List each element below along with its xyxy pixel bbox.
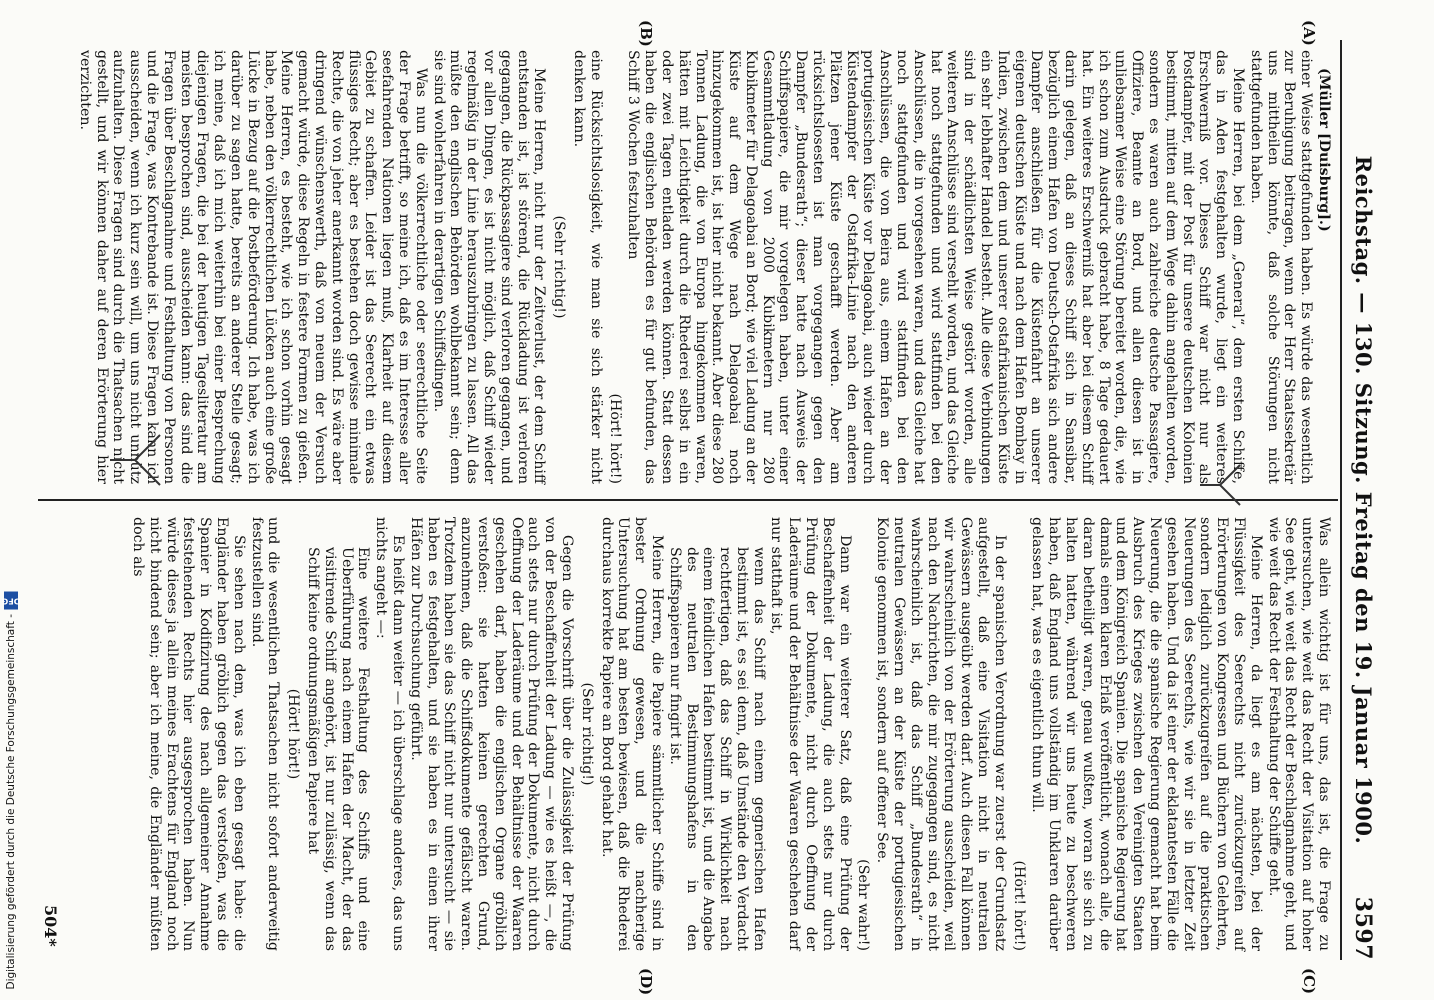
interjection: (Sehr richtig!) <box>551 215 568 319</box>
interjection: (Hört! hört!) <box>606 393 623 484</box>
paragraph: einer Weise stattgefunden haben. Es würde das wesentlich zur Beruhigung beitragen, wenn der Herr Staatssekretär uns mittheilen könnte, daß solche Störungen nicht stattgefunden haben. <box>1247 50 1315 484</box>
paragraph: Dann war ein weiterer Satz, daß eine Prüfung der Beschaffenheit der Ladung, die auch stets nur durch Prüfung der Dokumente, nicht durch Oeffnung der Laderäume und der Behältnisse der Waaren geschehen darf <box>786 517 853 951</box>
paragraph: Meine Herren, da liegt es am nächsten, bei der Flüssigkeit des Seerechts nicht zurückzugreifen auf Erörterungen von Kongressen und Büchern von Gelehrten, sondern lediglich zurückzugreifen auf die praktischen Neuerungen des Seerechts, wie wir sie in letzter Zeit gesehen haben. Und da ist einer der eklatantesten Fälle die Neuerung, die die spanische Regierung gemacht hat beim Ausbruch des Krieges zwischen den Vereinigten Staaten und dem Königreich Spanien. Die spanische Regierung hat damals einen klaren Erlaß veröffentlicht, wonach alle, die daran betheiligt waren, genau wußten, woran sie sich zu halten hatten, während wir uns heute zu beschweren haben, daß England uns vollständig im Unklaren darüber gelassen hat, was es eigentlich thun will. <box>1029 517 1264 951</box>
paragraph: Gegen die Vorschrift über die Zulässigkeit der Prüfung von der Beschaffenheit der Ladung — wie es heißt —, die auch stets nur durch Prüfung der Dokumente, nicht durch Oeffnung der Laderäume und der Behältnisse der Waaren geschehen darf, haben die englischen Organe gröblich verstoßen: sie hatten keinen gerechten Grund, anzunehmen, daß die Schiffsdokumente gefälscht waren. Trotzdem haben sie das Schiff nicht nur untersucht — sie haben es festgehalten, und sie haben es in einen ihrer Häfen zur Durchsuchung geführt. <box>407 517 575 951</box>
pencil-mark-icon <box>105 430 165 490</box>
margin-mark-a: (A) <box>1300 20 1318 46</box>
header-rule <box>1340 40 1342 960</box>
paragraph: Was allein wichtig ist für uns, das ist, die Frage zu untersuchen, wie weit das Recht der Visitation auf hoher See geht, wie weit das Recht der Beschlagnahme geht, und wie weit das Recht der Festhaltung der Schiffe geht. <box>1265 517 1332 951</box>
quotation: wenn das Schiff nach einem gegnerischen Hafen bestimmt ist, es sei denn, daß Umstände den Verdacht rechtfertigen, daß das Schiff in Wirklichkeit nach einem feindlichen Hafen bestimmt ist, und die Angabe des neutralen Bestimmungshafens in den Schiffspapieren nur fingirt ist. <box>666 547 767 951</box>
paragraph: und die wesentlichen Thatsachen nicht sofort anderweitig festzustellen sind. <box>248 517 282 951</box>
pencil-mark-icon <box>1195 460 1245 510</box>
sheet-signature: 504* <box>41 905 60 947</box>
interjection: (Hört! hört!) <box>1010 860 1027 951</box>
page-number: 3597 <box>1350 896 1376 960</box>
column-divider <box>38 499 1338 501</box>
paragraph: Sie sehen nach dem, was ich eben gesagt habe: die Engländer haben gröblich gegen das verstoßen, was die Spanier in Kodifizirung des nach allgemeiner Annahme feststehenden Rechts hier ausgesprochen haben. Nun würde dieses ja allein meines Erachtens für England noch nicht bindend sein; aber ich meine, die Engländer müßten doch als <box>130 517 247 951</box>
paragraph: Meine Herren, die Papiere sämmtlicher Schiffe sind in bester Ordnung gewesen, und die nachherige Untersuchung hat am besten bewiesen, daß die Rhederei durchaus korrekte Papiere an Bord gehabt hat. <box>598 517 665 951</box>
page-header <box>1342 40 1382 960</box>
paragraph: In der spanischen Verordnung war zuerst der Grundsatz aufgestellt, daß eine Visitation nicht in neutralen Gewässern ausgeübt werden darf. Auch diesen Fall können wir wahrscheinlich von der Erörterung ausscheiden, weil nach den Nachrichten, die mir zugegangen sind, es nicht wahrscheinlich ist, daß das Schiff „Bundesrath“ in neutralen Gewässern an der Küste der portugiesischen Kolonie genommen ist, sondern auf offener See. <box>874 517 1008 951</box>
right-column <box>128 517 1332 951</box>
paragraph: Meine Herren, nicht nur der Zeitverlust, der dem Schiff entstanden ist, ist störend, die Rückladung ist verloren gegangen, die Rückpassagiere sind verloren gegangen, und vor allen Dingen, es ist nicht möglich, daß Schiff wieder regelmäßig in der Linie herauszubringen zu lassen. All das müßte den englischen Behörden wohlbekannt sein; denn sie sind wohlerfahren in derartigen Schiffsdingen. <box>430 50 548 484</box>
left-column <box>75 50 1332 484</box>
margin-mark-c: (C) <box>1300 968 1318 995</box>
header-title: Reichstag. — 130. Sitzung. Freitag den 19. Januar 1900. <box>1351 155 1376 845</box>
paragraph: nur statthaft ist, <box>768 517 785 635</box>
paragraph: Meine Herren, bei dem „General“, dem ersten Schiffe, das in Aden festgehalten wurde, liegt ein weiteres Erschwerniß vor. Dieses Schiff war nicht nur als Postdampfer, mit der Post für unsere deutschen Kolonien bestimmt, mitten auf dem Wege dahin angehalten worden, sondern es waren auch zahlreiche deutsche Passagiere, Offiziere, Beamte an Bord, und allen diesen ist in unliebsamer Weise eine Störung bereitet worden, die, wie ich schon zum Ausdruck gebracht habe, 8 Tage gedauert hat. Ein weiteres Erschwerniß hat aber bei diesem Schiff darin gelegen, daß an dieses Schiff sich in Sansibar, bezüglich einem Hafen von Deutsch-Ostafrika sich andere Dampfer anschließen für die Küstenfahrt an unserer eigenen deutschen Küste und nach dem Hafen Bombay in Indien, zwischen dem und unserer ostafrikanischen Küste ein sehr lebhafter Handel besteht. Alle diese Verbindungen sind in der schädlichsten Weise gestört worden, alle weiteren Anschlüsse sind versehlt worden, und das Gleiche hat noch stattgefunden und wird stattfinden bei den Anschlüssen, die in vorgesehen waren, und das Gleiche hat noch stattgefunden und wird stattfinden bei den Anschlüssen, die von Beira aus, einem Hafen an der portugiesischen Küste vor Delagoabai, auch wieder durch Küstendampfer der Ostafrika-Linie nach den anderen Plätzen jener Küste geschafft werden. Aber am rücksichtslosesten ist man vorgegangen gegen den Dampfer „Bundesrath“; dieser hatte nach Ausweis der Schiffspapiere, die mir vorgelegen haben, unter einer Gesammtladung von 2000 Kubikmetern nur 280 Kubikmeter für Delagoabai an Bord; wie viel Ladung an der Küste auf dem Wege nach Delagoabai noch hinzugekommen ist, ist hier nicht bekannt. Aber diese 280 Tonnen Ladung, die von Europa hingekommen waren, hätten mit Leichtigkeit durch die Rhederei selbst in ein oder zwei Tagen entladen werden können. Statt dessen haben die englischen Behörden es für gut befunden, das Schiff 3 Wochen festzuhalten <box>625 50 1247 484</box>
paragraph: Was nun die völkerrechtliche oder seerechtliche Seite der Frage betrifft, so meine ich, daß es im Interesse aller seefahrenden Nationen liegen muß, Klarheit auf diesem Gebiet zu schaffen. Leider ist das Seerecht ein etwas flüssiges Recht; aber es bestehen doch gewisse minimale Rechte, die von jeher anerkannt worden sind. Es wäre aber dringend wünschenswerth, daß von neuem der Versuch gemacht würde, diese Regeln in festere Formen zu gießen. Meine Herren, es besteht, wie ich schon vorhin gesagt habe, neben den völkerrechtlichen Lücken auch eine große Lücke in Bezug auf die Postbeförderung. Ich habe, was ich darüber zu sagen hatte, bereits an anderer Stelle gesagt; ich meine, daß ich mich weiterhin bei einer Besprechung diejenigen Fragen, die bei der heutigen Tagesliteratur am meisten besprochen sind, ausscheiden kann: das sind die Fragen über Beschlagnahme und Festhaltung von Personen und die Frage, was Kontrebande ist. Diese Fragen kann ich ausscheiden, wenn ich kurz sein will, um uns nicht unnütz aufzuhalten. Diese Fragen sind durch die Thatsachen nicht gestellt, und wir können daher auf deren Erörterung hier verzichten. <box>76 50 429 484</box>
paragraph: Es heißt dann weiter — ich überschlage anderes, das uns nichts angeht —: <box>373 517 406 951</box>
margin-mark-d: (D) <box>637 968 655 996</box>
paragraph: eine Rücksichtslosigkeit, wie man sie sich stärker nicht denken kann. <box>570 50 604 484</box>
dfg-logo: DFG <box>4 592 18 610</box>
digitization-credit <box>1 592 21 990</box>
interjection: (Sehr richtig!) <box>578 682 595 786</box>
margin-mark-b: (B) <box>637 20 655 47</box>
interjection: (Sehr wahr!) <box>855 859 872 951</box>
quotation: Eine weitere Festhaltung des Schiffs und eine Ueberführung nach einem Hafen der Macht, der das visitirende Schiff angehört, ist nur zulässig, wenn das Schiff keine ordnungsmäßigen Papiere hat <box>304 547 372 951</box>
speaker-label: (Müller [Duisburg].) <box>1316 68 1332 232</box>
credit-text: Digitalisierung gefördert durch die Deutsche Forschungsgemeinschaft - <box>5 614 17 990</box>
interjection: (Hört! hört!) <box>285 688 302 780</box>
